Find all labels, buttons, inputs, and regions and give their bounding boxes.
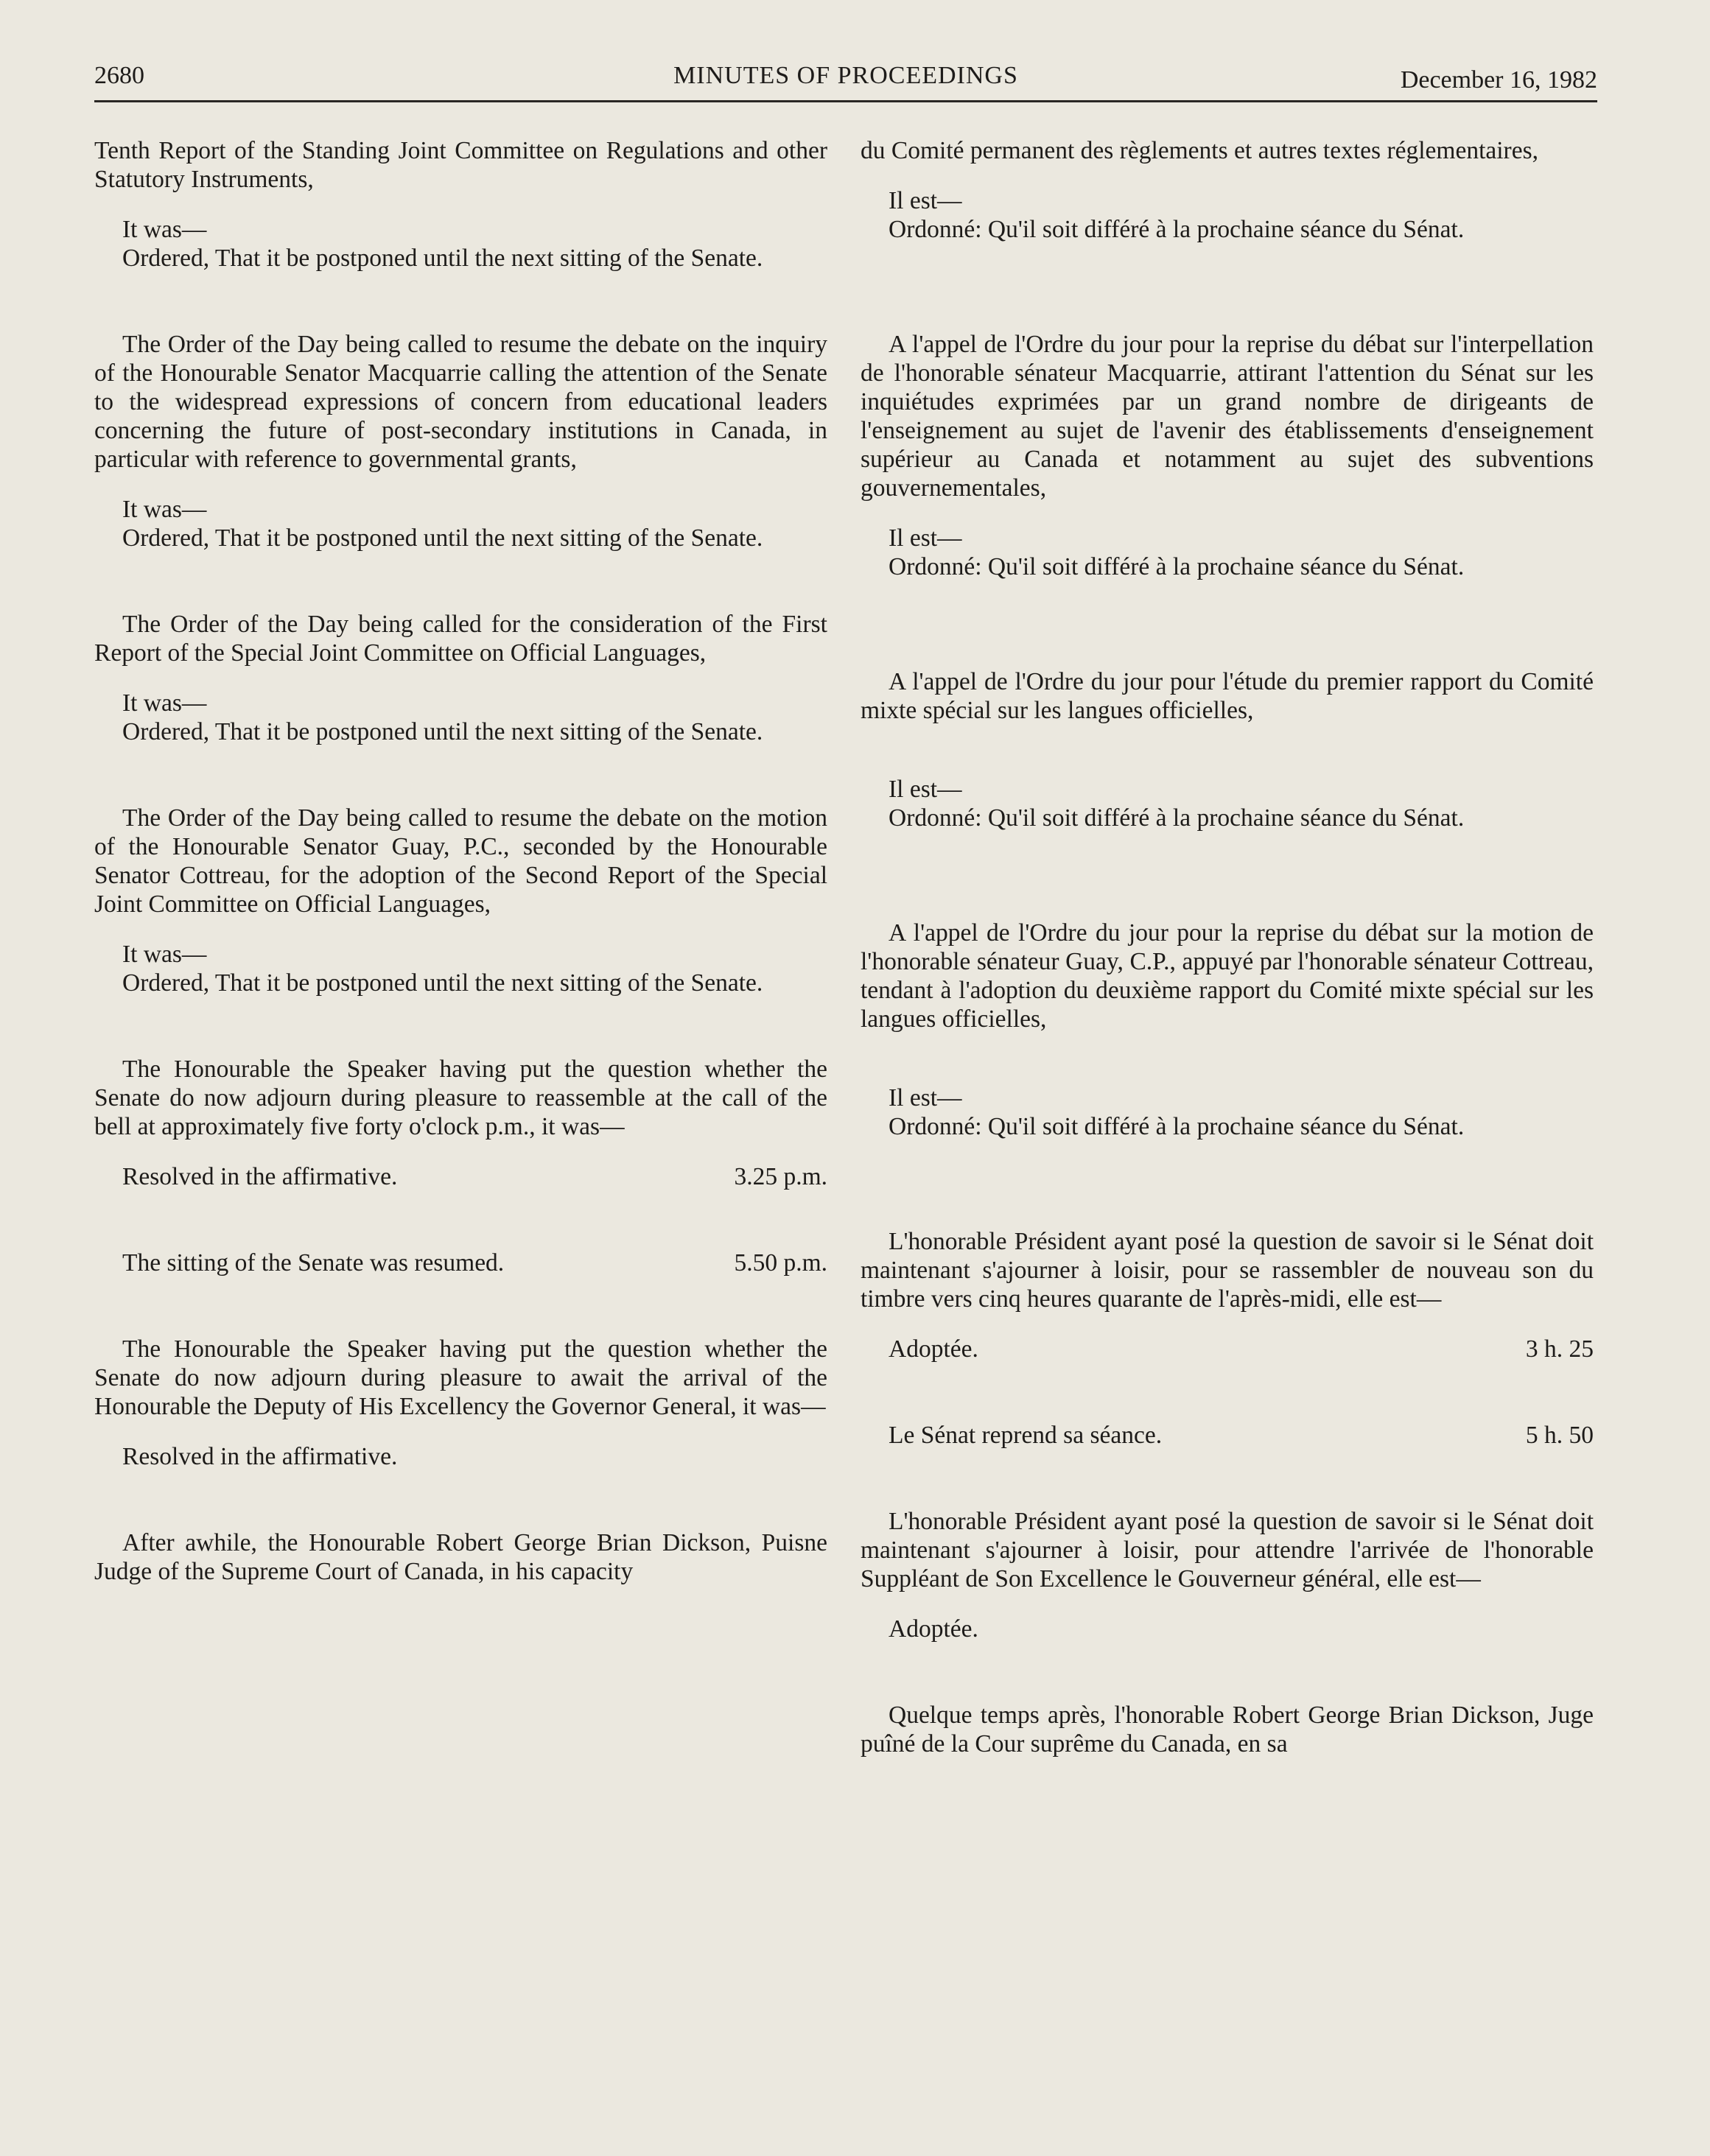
- page-header: [94, 62, 1597, 106]
- left-p7: After awhile, the Honourable Robert George Brian Dickson, Puisne Judge of the Supreme Court of Canada, in his capacity: [94, 1529, 827, 1585]
- right-p3-il-est: Il est—: [889, 776, 962, 803]
- right-p4-ordonne: Ordonné: Qu'il soit différé à la prochaine séance du Sénat.: [889, 1113, 1465, 1140]
- right-p7: Quelque temps après, l'honorable Robert George Brian Dickson, Juge puîné de la Cour suprême du Canada, en sa: [861, 1702, 1594, 1758]
- left-p3-ordered: Ordered, That it be postponed until the next sitting of the Senate.: [122, 718, 763, 745]
- left-p1: Tenth Report of the Standing Joint Committee on Regulations and other Statutory Instruments,: [94, 137, 827, 193]
- left-p1-ordered: Ordered, That it be postponed until the next sitting of the Senate.: [122, 245, 763, 272]
- french-column: [861, 136, 1594, 1758]
- page-date: December 16, 1982: [1400, 66, 1597, 94]
- right-p2-il-est: Il est—: [889, 524, 962, 552]
- right-resumed: Le Sénat reprend sa séance.: [889, 1422, 1163, 1449]
- left-resolved-2: Resolved in the affirmative.: [122, 1443, 398, 1470]
- right-p3: A l'appel de l'Ordre du jour pour l'étude du premier rapport du Comité mixte spécial sur les langues officielles,: [861, 668, 1594, 724]
- left-resolved-row-1: [94, 1162, 827, 1191]
- left-p2-ordered: Ordered, That it be postponed until the next sitting of the Senate.: [122, 524, 763, 552]
- right-p1-ordonne: Ordonné: Qu'il soit différé à la prochaine séance du Sénat.: [889, 216, 1465, 243]
- left-p4-ordered: Ordered, That it be postponed until the next sitting of the Senate.: [122, 969, 763, 997]
- right-adopted-1: Adoptée.: [889, 1335, 978, 1363]
- right-p6: L'honorable Président ayant posé la question de savoir si le Sénat doit maintenant s'ajourner à loisir, pour attendre l'arrivée de l'honorable Suppléant de Son Excellence le Gouverneur général, elle est—: [861, 1508, 1594, 1593]
- right-time-1: 3 h. 25: [1525, 1335, 1594, 1363]
- page-number: 2680: [94, 62, 144, 89]
- header-rule: [94, 100, 1597, 102]
- left-time-2: 5.50 p.m.: [734, 1249, 827, 1277]
- right-p3-ordonne: Ordonné: Qu'il soit différé à la prochaine séance du Sénat.: [889, 804, 1465, 832]
- left-p6: The Honourable the Speaker having put the question whether the Senate do now adjourn during pleasure to await the arrival of the Honourable the Deputy of His Excellency the Governor General, it was—: [94, 1335, 827, 1420]
- english-column: [94, 136, 827, 1586]
- right-p2: A l'appel de l'Ordre du jour pour la reprise du débat sur l'interpellation de l'honorable sénateur Macquarrie, attirant l'attention du Sénat sur les inquiétudes exprimées par un grand nombre de dirigeants de l'enseignement au sujet de l'avenir des établissements d'enseignement supérieur au Canada et notamment au sujet des subventions gouvernementales,: [861, 331, 1594, 502]
- left-p1-it-was: It was—: [122, 216, 207, 243]
- page-title: MINUTES OF PROCEEDINGS: [673, 62, 1018, 89]
- right-p4: A l'appel de l'Ordre du jour pour la reprise du débat sur la motion de l'honorable sénateur Guay, C.P., appuyé par l'honorable sénateur Cottreau, tendant à l'adoption du deuxième rapport du Comité mixte spécial sur les langues officielles,: [861, 919, 1594, 1033]
- left-p2: The Order of the Day being called to resume the debate on the inquiry of the Honourable Senator Macquarrie calling the attention of the Senate to the widespread expressions of concern from educational leaders concerning the future of post-secondary institutions in Canada, in particular with reference to governmental grants,: [94, 331, 827, 473]
- left-p5: The Honourable the Speaker having put the question whether the Senate do now adjourn during pleasure to reassemble at the call of the bell at approximately five forty o'clock p.m., it was—: [94, 1056, 827, 1140]
- left-p4: The Order of the Day being called to resume the debate on the motion of the Honourable Senator Guay, P.C., seconded by the Honourable Senator Cottreau, for the adoption of the Second Report of the Special Joint Committee on Official Languages,: [94, 804, 827, 918]
- right-p5: L'honorable Président ayant posé la question de savoir si le Sénat doit maintenant s'ajourner à loisir, pour se rassembler de nouveau son du timbre vers cinq heures quarante de l'après-midi, elle est—: [861, 1228, 1594, 1313]
- right-p4-il-est: Il est—: [889, 1084, 962, 1112]
- right-adopted-row-1: [861, 1335, 1594, 1363]
- left-resumed-row: [94, 1249, 827, 1277]
- left-resolved-1: Resolved in the affirmative.: [122, 1163, 398, 1190]
- left-resumed: The sitting of the Senate was resumed.: [122, 1249, 505, 1277]
- right-p1: du Comité permanent des règlements et autres textes réglementaires,: [861, 137, 1538, 164]
- right-time-2: 5 h. 50: [1525, 1422, 1594, 1449]
- left-p3: The Order of the Day being called for the consideration of the First Report of the Special Joint Committee on Official Languages,: [94, 611, 827, 667]
- right-p2-ordonne: Ordonné: Qu'il soit différé à la prochaine séance du Sénat.: [889, 553, 1465, 580]
- left-p4-it-was: It was—: [122, 941, 207, 968]
- right-p1-il-est: Il est—: [889, 187, 962, 214]
- left-time-1: 3.25 p.m.: [734, 1163, 827, 1190]
- right-resumed-row: [861, 1421, 1594, 1450]
- left-p3-it-was: It was—: [122, 689, 207, 717]
- left-p2-it-was: It was—: [122, 496, 207, 523]
- right-adopted-2: Adoptée.: [889, 1615, 978, 1643]
